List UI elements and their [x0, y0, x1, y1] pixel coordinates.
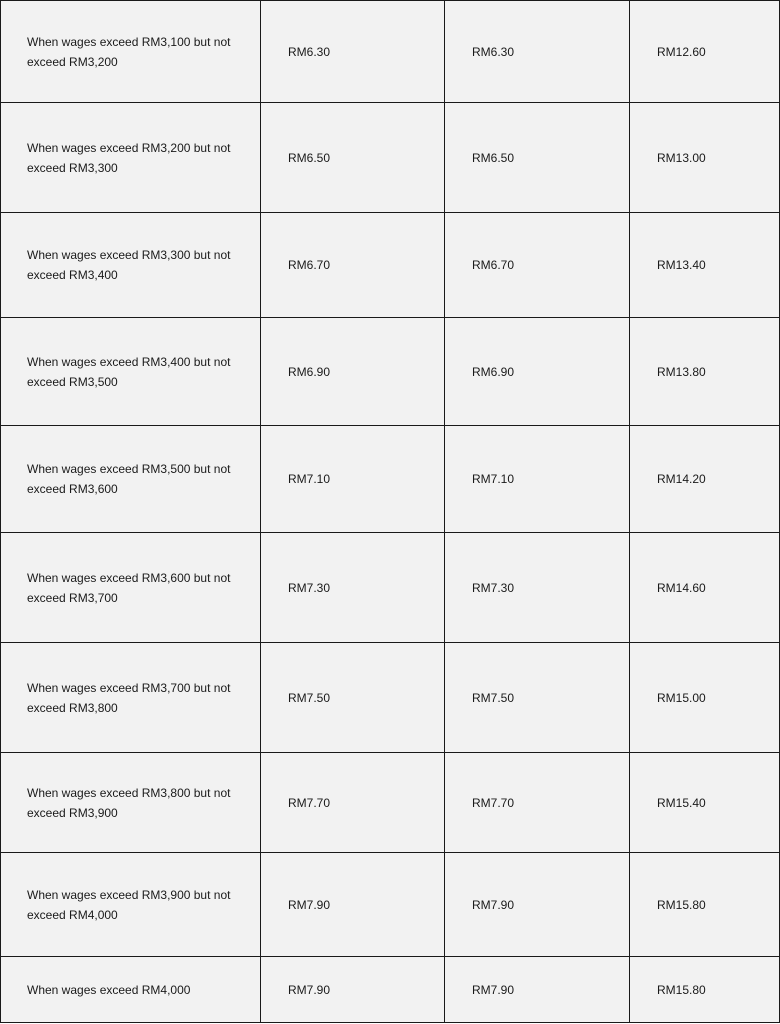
total-contribution-cell: RM13.00	[630, 103, 780, 213]
employer-contribution-cell: RM6.90	[445, 318, 630, 426]
wage-range-cell: When wages exceed RM3,500 but not exceed RM3,600	[1, 426, 261, 533]
table-row	[1, 1, 780, 103]
total-contribution-cell: RM12.60	[630, 1, 780, 103]
wage-range-cell: When wages exceed RM3,600 but not exceed RM3,700	[1, 533, 261, 643]
employer-contribution-cell: RM7.90	[445, 853, 630, 957]
wage-range-cell: When wages exceed RM3,800 but not exceed RM3,900	[1, 753, 261, 853]
employee-contribution-cell: RM7.50	[261, 643, 445, 753]
wage-range-cell: When wages exceed RM3,900 but not exceed RM4,000	[1, 853, 261, 957]
employee-contribution-cell: RM7.90	[261, 957, 445, 1023]
total-contribution-cell: RM15.80	[630, 957, 780, 1023]
table-row	[1, 533, 780, 643]
employer-contribution-cell: RM6.30	[445, 1, 630, 103]
table-row	[1, 957, 780, 1023]
employee-contribution-cell: RM7.90	[261, 853, 445, 957]
table-row	[1, 426, 780, 533]
table-row	[1, 853, 780, 957]
employee-contribution-cell: RM7.70	[261, 753, 445, 853]
total-contribution-cell: RM15.00	[630, 643, 780, 753]
employee-contribution-cell: RM6.50	[261, 103, 445, 213]
table-row	[1, 318, 780, 426]
employer-contribution-cell: RM7.30	[445, 533, 630, 643]
total-contribution-cell: RM13.80	[630, 318, 780, 426]
employee-contribution-cell: RM7.30	[261, 533, 445, 643]
employer-contribution-cell: RM7.50	[445, 643, 630, 753]
wage-range-cell: When wages exceed RM3,400 but not exceed RM3,500	[1, 318, 261, 426]
table-row	[1, 753, 780, 853]
employee-contribution-cell: RM6.90	[261, 318, 445, 426]
employer-contribution-cell: RM7.70	[445, 753, 630, 853]
employee-contribution-cell: RM6.70	[261, 213, 445, 318]
wage-range-cell: When wages exceed RM3,100 but not exceed RM3,200	[1, 1, 261, 103]
wage-range-cell: When wages exceed RM3,700 but not exceed RM3,800	[1, 643, 261, 753]
wage-range-cell: When wages exceed RM3,300 but not exceed RM3,400	[1, 213, 261, 318]
table-row	[1, 103, 780, 213]
employer-contribution-cell: RM7.90	[445, 957, 630, 1023]
wage-range-cell: When wages exceed RM4,000	[1, 957, 261, 1023]
employee-contribution-cell: RM6.30	[261, 1, 445, 103]
total-contribution-cell: RM13.40	[630, 213, 780, 318]
table-row	[1, 213, 780, 318]
total-contribution-cell: RM15.80	[630, 853, 780, 957]
total-contribution-cell: RM14.60	[630, 533, 780, 643]
total-contribution-cell: RM14.20	[630, 426, 780, 533]
employer-contribution-cell: RM7.10	[445, 426, 630, 533]
total-contribution-cell: RM15.40	[630, 753, 780, 853]
wage-range-cell: When wages exceed RM3,200 but not exceed RM3,300	[1, 103, 261, 213]
employer-contribution-cell: RM6.50	[445, 103, 630, 213]
table-row	[1, 643, 780, 753]
employer-contribution-cell: RM6.70	[445, 213, 630, 318]
employee-contribution-cell: RM7.10	[261, 426, 445, 533]
